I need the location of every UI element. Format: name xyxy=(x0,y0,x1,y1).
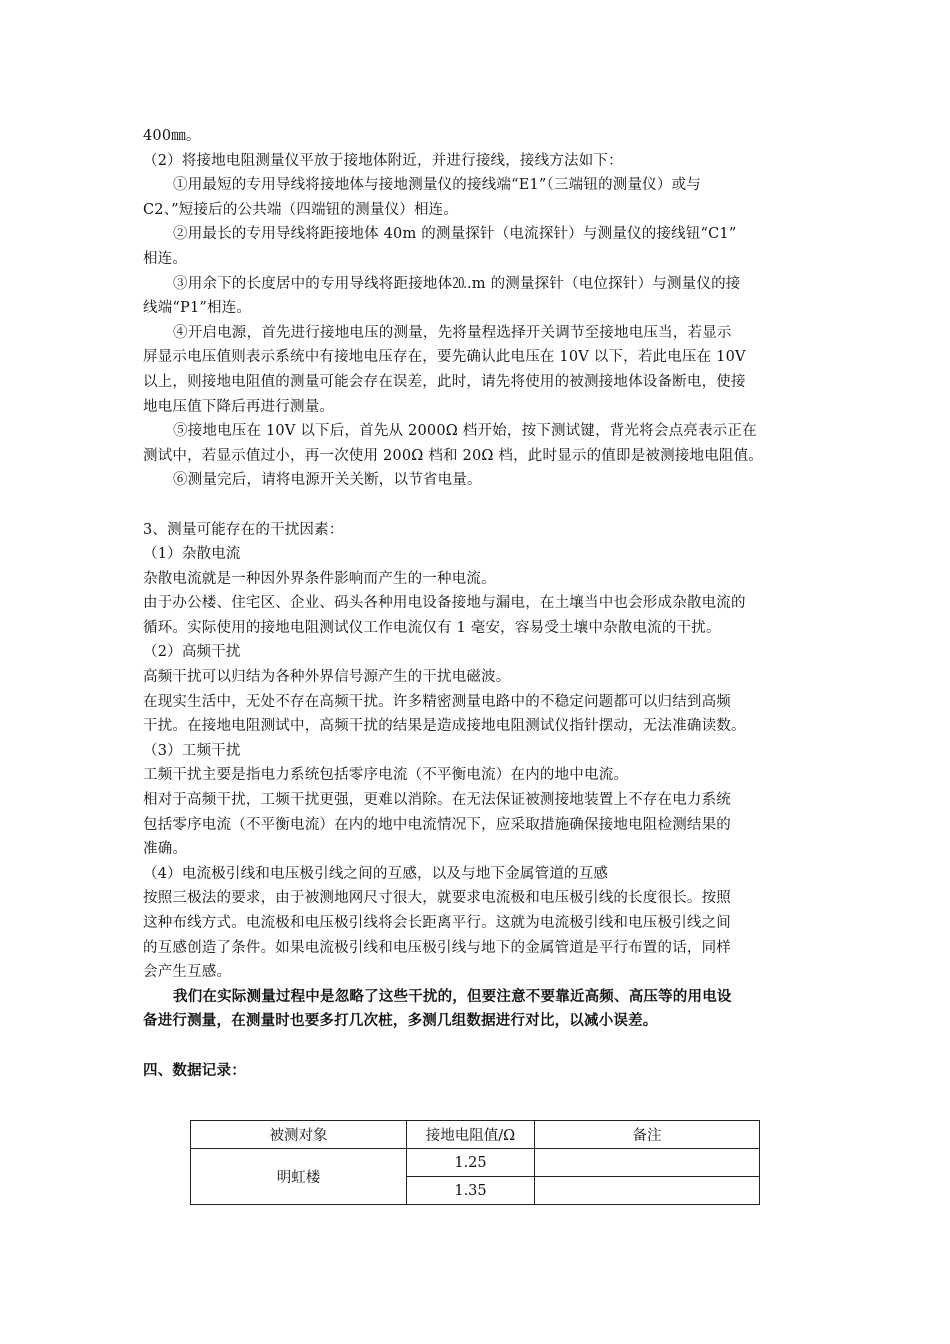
high-frequency-text-2: 在现实生活中，无处不存在高频干扰。许多精密测量电路中的不稳定问题都可以归结到高频 xyxy=(143,693,731,710)
procedure-item-1-cont: C2、”短接后的公共端（四端钮的测量仪）相连。 xyxy=(143,201,459,218)
power-frequency-text-4: 准确。 xyxy=(143,841,188,858)
mutual-inductance-text-4: 会产生互感。 xyxy=(143,964,232,981)
cell-object: 明虹楼 xyxy=(191,1149,407,1205)
high-frequency-text-1: 高频干扰可以归结为各种外界信号源产生的干扰电磁波。 xyxy=(143,669,511,686)
stray-current-text-2: 由于办公楼、住宅区、企业、码头各种用电设备接地与漏电，在土壤当中也会形成杂散电流的 xyxy=(143,595,746,612)
procedure-item-4-cont-2: 以上，则接地电阻值的测量可能会存在误差，此时，请先将使用的被测接地体设备断电，使接 xyxy=(143,373,746,390)
high-frequency-title: （2）高频干扰 xyxy=(143,644,241,661)
procedure-item-4: ④开启电源，首先进行接地电压的测量，先将量程选择开关调节至接地电压当，若显示 xyxy=(173,324,732,341)
mutual-inductance-text-1: 按照三极法的要求，由于被测地网尺寸很大，就要求电流极和电压极引线的长度很长。按照 xyxy=(143,890,731,907)
data-record-table xyxy=(190,1120,760,1205)
procedure-item-4-cont-1: 屏显示电压值则表示系统中有接地电压存在，要先确认此电压在 10V 以下，若此电压在 10V xyxy=(143,349,746,366)
power-frequency-text-1: 工频干扰主要是指电力系统包括零序电流（不平衡电流）在内的地中电流。 xyxy=(143,767,629,784)
power-frequency-title: （3）工频干扰 xyxy=(143,742,241,759)
stray-current-text-3: 循环。实际使用的接地电阻测试仪工作电流仅有 1 毫安，容易受土壤中杂散电流的干扰。 xyxy=(143,619,721,636)
header-object: 被测对象 xyxy=(191,1121,407,1149)
cell-resistance-1: 1.25 xyxy=(407,1149,535,1177)
procedure-item-6: ⑥测量完后，请将电源开关关断，以节省电量。 xyxy=(173,472,482,489)
header-remarks: 备注 xyxy=(535,1121,760,1149)
mutual-inductance-text-3: 的互感创造了条件。如果电流极引线和电压极引线与地下的金属管道是平行布置的话，同样 xyxy=(143,939,731,956)
procedure-item-5-cont: 测试中，若显示值过小，再一次使用 200Ω 档和 20Ω 档，此时显示的值即是被测接地电阻值。 xyxy=(143,447,764,464)
procedure-item-5: ⑤接地电压在 10V 以下后，首先从 2000Ω 档开始，按下测试键，背光将会点亮表示正在 xyxy=(173,423,757,440)
high-frequency-text-3: 干扰。在接地电阻测试中，高频干扰的结果是造成接地电阻测试仪指针摆动，无法准确读数。 xyxy=(143,718,746,735)
procedure-item-3-cont: 线端“P1”相连。 xyxy=(143,300,252,317)
mutual-inductance-title: （4）电流极引线和电压极引线之间的互感，以及与地下金属管道的互感 xyxy=(143,865,609,882)
table-row xyxy=(191,1149,760,1177)
procedure-item-3: ③用余下的长度居中的专用导线将距接地体⒛.m 的测量探针（电位探针）与测量仪的接 xyxy=(173,275,741,292)
interference-heading: 3、测量可能存在的干扰因素： xyxy=(143,521,344,538)
procedure-item-2: ②用最长的专用导线将距接地体 40m 的测量探针（电流探针）与测量仪的接线钮“C1” xyxy=(173,226,737,243)
power-frequency-text-2: 相对于高频干扰，工频干扰更强，更难以消除。在无法保证被测接地装置上不存在电力系统 xyxy=(143,792,731,809)
procedure-item-2-cont: 相连。 xyxy=(143,250,188,267)
note-bold-1: 我们在实际测量过程中是忽略了这些干扰的，但要注意不要靠近高频、高压等的用电设 xyxy=(173,987,732,1005)
spacer xyxy=(143,1034,815,1059)
procedure-line-1: 400㎜。 xyxy=(143,128,201,144)
spacer xyxy=(143,493,815,518)
procedure-item-4-cont-3: 地电压值下降后再进行测量。 xyxy=(143,398,335,415)
cell-remark-2 xyxy=(535,1177,760,1205)
cell-resistance-2: 1.35 xyxy=(407,1177,535,1205)
procedure-step-2: （2）将接地电阻测量仪平放于接地体附近，并进行接线，接线方法如下： xyxy=(143,152,623,169)
stray-current-text-1: 杂散电流就是一种因外界条件影响而产生的一种电流。 xyxy=(143,570,496,587)
power-frequency-text-3: 包括零序电流（不平衡电流）在内的地中电流情况下，应采取措施确保接地电阻检测结果的 xyxy=(143,816,731,833)
document-page xyxy=(143,124,815,1083)
header-resistance: 接地电阻值/Ω xyxy=(407,1121,535,1149)
mutual-inductance-text-2: 这种布线方式。电流极和电压极引线将会长距离平行。这就为电流极引线和电压极引线之间 xyxy=(143,915,731,931)
table-header-row xyxy=(191,1121,760,1149)
stray-current-title: （1）杂散电流 xyxy=(143,546,241,563)
cell-remark-1 xyxy=(535,1149,760,1177)
note-bold-2: 备进行测量，在测量时也要多打几次桩，多测几组数据进行对比，以减小误差。 xyxy=(143,1012,658,1030)
procedure-item-1: ①用最短的专用导线将接地体与接地测量仪的接线端“E1”（三端钮的测量仪）或与 xyxy=(173,177,701,194)
records-heading: 四、数据记录： xyxy=(143,1061,246,1079)
